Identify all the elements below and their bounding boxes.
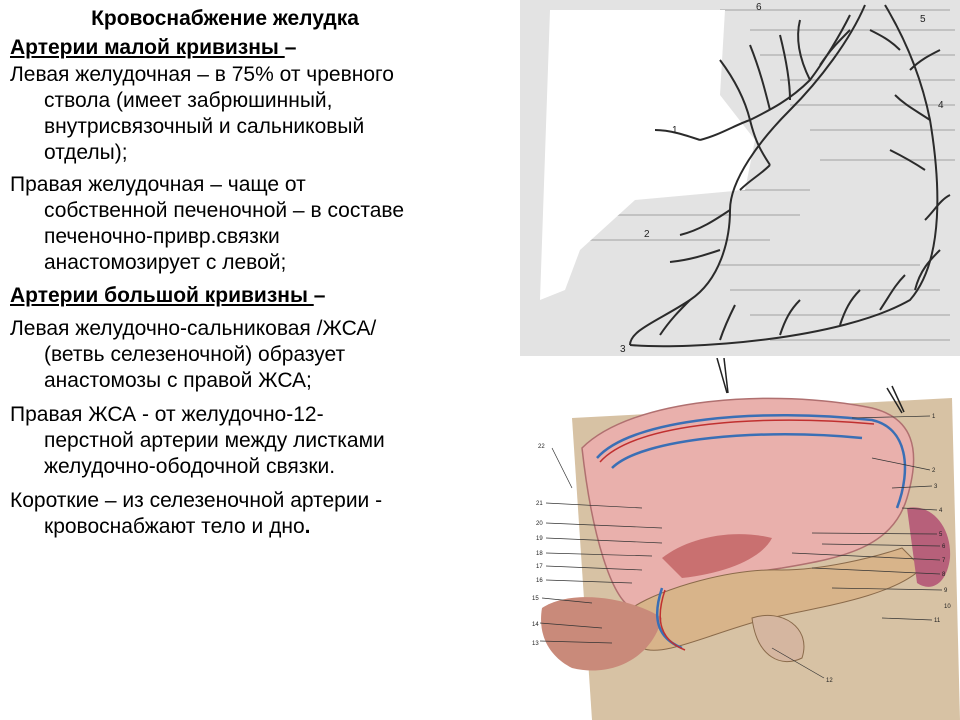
fig-label: 20 [536, 521, 543, 527]
slide-title: Кровоснабжение желудка [91, 7, 359, 30]
paragraph-line: анастомозирует с левой; [44, 251, 287, 274]
fig-label: 10 [944, 604, 951, 610]
heading-text: Артерии большой кривизны [10, 284, 314, 307]
paragraph-line: собственной печеночной – в составе [44, 199, 405, 222]
fig-label: 5 [920, 14, 926, 25]
line-period: . [304, 515, 311, 538]
stomach-anatomy-illustration [512, 358, 960, 720]
paragraph-right-gastroepiploic [10, 402, 520, 480]
paragraph-line: отделы); [44, 141, 128, 164]
paragraph-line: Правая желудочная – чаще от [10, 173, 306, 196]
paragraph-line: Правая ЖСА - от желудочно-12- [10, 403, 324, 426]
paragraph-short-gastric [10, 488, 520, 540]
fig-label: 11 [934, 618, 941, 624]
fig-label: 9 [944, 588, 948, 594]
paragraph-line: желудочно-ободочной связки. [44, 455, 336, 478]
fig-label: 7 [942, 558, 946, 564]
fig-label: 1 [932, 414, 936, 420]
paragraph-left-gastric [10, 62, 520, 166]
fig-label: 22 [538, 444, 545, 450]
fig-label: 8 [942, 572, 946, 578]
fig-label: 14 [532, 622, 539, 628]
fig-label: 15 [532, 596, 539, 602]
paragraph-line: Короткие – из селезеночной артерии - [10, 489, 383, 512]
fig-label: 17 [536, 564, 543, 570]
paragraph-line: внутрисвязочный и сальниковый [44, 115, 365, 138]
paragraph-left-gastroepiploic [10, 316, 520, 394]
fig-label: 4 [939, 508, 943, 514]
fig-label: 1 [672, 125, 678, 136]
fig-label: 3 [620, 344, 626, 355]
line-text: кровоснабжают тело и дно [44, 515, 305, 538]
fig-label: 4 [938, 100, 944, 111]
slide-text [10, 4, 520, 540]
section-heading-greater-curvature [10, 282, 520, 310]
paragraph-line: (ветвь селезеночной) образует [44, 343, 346, 366]
section-heading-lesser-curvature [10, 34, 520, 62]
fig-label: 12 [826, 678, 833, 684]
heading-dash: – [284, 36, 297, 59]
fig-label: 2 [644, 229, 650, 240]
fig-label: 5 [939, 532, 943, 538]
artery-tree-illustration [520, 0, 960, 356]
fig-label: 19 [536, 536, 543, 542]
paragraph-line: перстной артерии между листками [44, 429, 385, 452]
heading-text: Артерии малой кривизны [10, 36, 285, 59]
paragraph-line: печеночно-привр.связки [44, 225, 280, 248]
paragraph-line: ствола (имеет забрюшинный, [44, 89, 333, 112]
fig-label: 18 [536, 551, 543, 557]
fig-label: 16 [536, 578, 543, 584]
fig-label: 6 [942, 544, 946, 550]
fig-label: 13 [532, 641, 539, 647]
paragraph-line [10, 514, 520, 540]
paragraph-right-gastric [10, 172, 520, 276]
heading-dash: – [313, 284, 326, 307]
fig-label: 6 [756, 2, 762, 13]
fig-label: 2 [932, 468, 936, 474]
paragraph-line: анастомозы с правой ЖСА; [44, 369, 312, 392]
paragraph-line: Левая желудочная – в 75% от чревного [10, 63, 394, 86]
fig-label: 3 [934, 484, 938, 490]
paragraph-line: Левая желудочно-сальниковая /ЖСА/ [10, 317, 377, 340]
fig-label: 21 [536, 501, 543, 507]
